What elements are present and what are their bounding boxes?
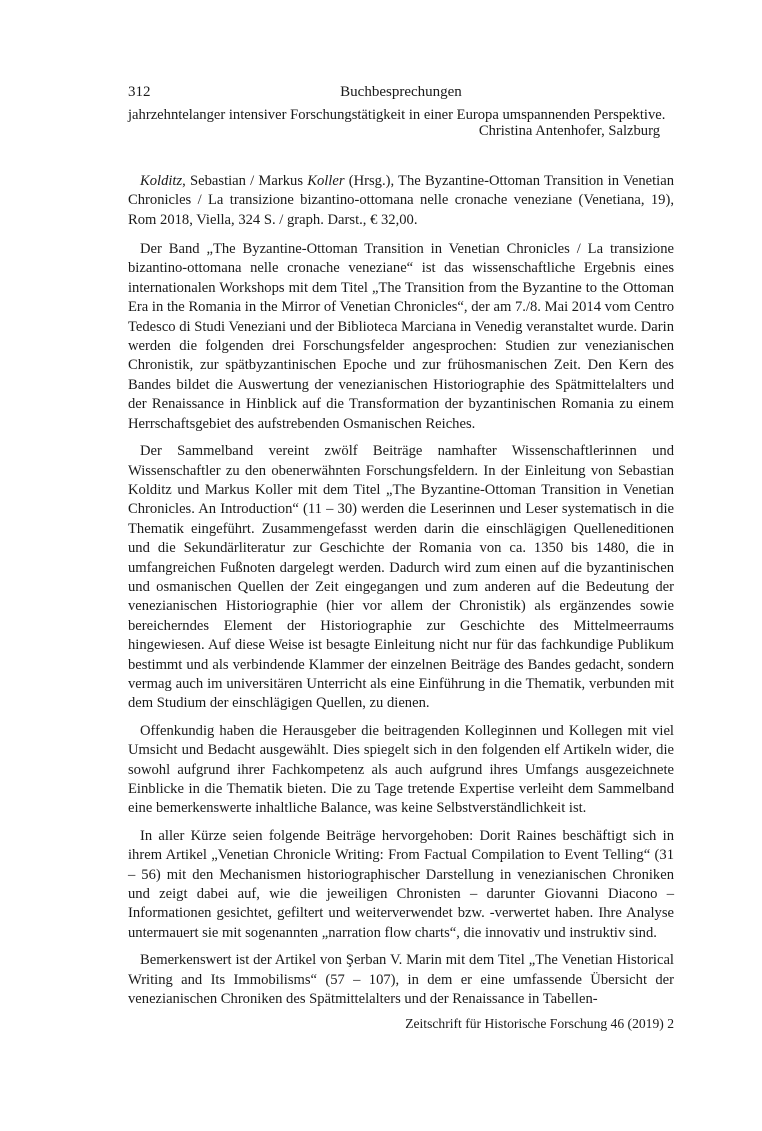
review-paragraph: Der Band „The Byzantine-Ottoman Transition in Venetian Chronicles / La transizione bizantino-ottomana nelle cronache veneziane“ ist das wissenschaftliche Ergebnis eines internationalen Workshops mit dem Titel „The Transition from the Byzantine to the Ottoman Era in the Romania in the Mirror of Venetian Chronicles“, der am 7./8. Mai 2014 vom Centro Tedesco di Studi Veneziani und der Biblioteca Marciana in Venedig veranstaltet wurde. Darin werden die folgenden drei Forschungsfelder angesprochen: Studien zur venezianischen Chronistik, zur spätbyzantinischen Epoche und zur frühosmanischen Zeit. Den Kern des Bandes bildet die Auswertung der venezianischen Historiographie des Spätmittelalters und der Renaissance in Hinblick auf die Transformation der byzantinischen Romania zu einem Herrschaftsgebiet des aufstrebenden Osmanischen Reiches. bbox=[128, 241, 674, 432]
citation-author1-first: , Sebastian / Markus bbox=[182, 172, 308, 189]
page-content bbox=[128, 84, 674, 1009]
page-header bbox=[128, 84, 674, 106]
citation-rest: (Hrsg.), The Byzantine-Ottoman Transition in Venetian Chronicles / La transizione bizantino-ottomana nelle cronache veneziane (Venetiana, 19), Rom 2018, Viella, 324 S. / graph. Darst., € 32,00. bbox=[128, 172, 674, 228]
review-paragraph: Bemerkenswert ist der Artikel von Şerban V. Marin mit dem Titel „The Venetian Historical Writing and Its Immobilisms“ (57 – 107), in dem er eine umfassende Übersicht der venezianischen Chroniken des Spätmittelalters und der Renaissance in Tabellen- bbox=[128, 952, 674, 1008]
body-text bbox=[128, 106, 674, 1009]
page-footer: Zeitschrift für Historische Forschung 46 (2019) 2 bbox=[405, 1016, 674, 1031]
review-paragraph: Der Sammelband vereint zwölf Beiträge namhafter Wissenschaftlerinnen und Wissenschaftler zu den obenerwähnten Forschungsfeldern. In der Einleitung von Sebastian Kolditz und Markus Koller mit dem Titel „The Byzantine-Ottoman Transition in Venetian Chronicles. An Introduction“ (11 – 30) werden die Leserinnen und Leser systematisch in die Thematik eingeführt. Zusammengefasst werden darin die einschlägigen Quelleneditionen und die Sekundärliteratur zur Geschichte der Romania von ca. 1350 bis 1480, die in umfangreichen Fußnoten dargelegt werden. Dadurch wird zum einen auf die byzantinischen und osmanischen Quellen der Zeit eingegangen und zum anderen auf die Bedeutung der venezianischen Historiographie (hier vor allem der Chronistik) als ergänzendes sowie bereicherndes Element der Historiographie zur Geschichte des Mittelmeerraums hingewiesen. Auf diese Weise ist besagte Einleitung nicht nur für das fachkundige Publikum bestimmt und als verbindende Klammer der einzelnen Beiträge des Bandes gedacht, sondern vermag auch im universitären Unterricht als eine Einführung in die Thematik, verbunden mit dem Studium der einschlägigen Quellen, zu dienen. bbox=[128, 443, 674, 712]
page-number: 312 bbox=[128, 84, 151, 100]
citation-author2: Koller bbox=[307, 172, 345, 189]
review-paragraph: Offenkundig haben die Herausgeber die beitragenden Kolleginnen und Kollegen mit viel Umsicht und Bedacht ausgewählt. Dies spiegelt sich in den folgenden elf Artikeln wider, die sowohl aufgrund ihrer Fachkompetenz als auch aufgrund ihres Umfangs ausgezeichnete Einblicke in die Thematik bieten. Die zu Tage tretende Expertise verleiht dem Sammelband eine bemerkenswerte inhaltliche Balance, was keine Selbstverständlichkeit ist. bbox=[128, 722, 674, 817]
review-paragraph: In aller Kürze seien folgende Beiträge hervorgehoben: Dorit Raines beschäftigt sich in ihrem Artikel „Venetian Chronicle Writing: From Factual Compilation to Event Telling“ (31 – 56) mit den Mechanismen historiographischer Darstellung in venezianischen Chroniken und zeigt dabei auf, wie die jeweiligen Chronisten – darunter Giovanni Diacono – Informationen gesichtet, gefiltert und weiterverwendet bzw. -verwertet haben. Ihre Analyse untermauert sie mit sogenannten „narration flow charts“, die innovativ und instruktiv sind. bbox=[128, 827, 674, 941]
book-citation bbox=[128, 172, 674, 230]
previous-review-closing: jahrzehntelanger intensiver Forschungstätigkeit in einer Europa umspannenden Perspektive. bbox=[128, 107, 666, 123]
reviewer-signature: Christina Antenhofer, Salzburg bbox=[478, 123, 660, 140]
citation-author1: Kolditz bbox=[140, 172, 183, 189]
running-title: Buchbesprechungen bbox=[340, 84, 462, 100]
